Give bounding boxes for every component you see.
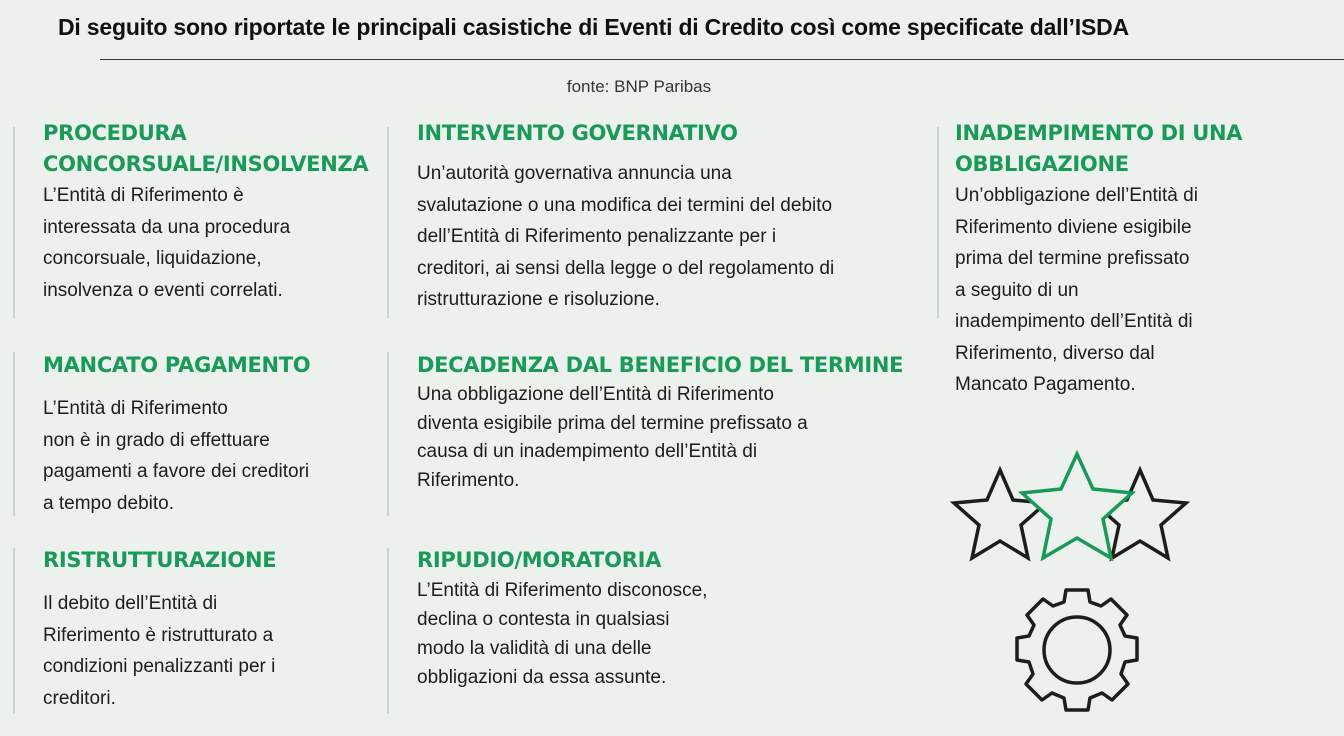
event-text-line: dell’Entità di Riferimento penalizzante per i xyxy=(417,226,777,247)
event-text-line: Il debito dell’Entità di xyxy=(43,593,218,614)
event-description xyxy=(417,576,932,692)
event-title xyxy=(43,350,383,381)
divider-line xyxy=(13,352,15,516)
event-text-line: declina o contesta in qualsiasi xyxy=(417,609,670,630)
event-text-line: creditori, ai sensi della legge o del regolamento di xyxy=(417,257,835,279)
event-text-line: Una obbligazione dell’Entità di Riferimento xyxy=(417,384,774,405)
event-text-line: Riferimento è ristrutturato a xyxy=(43,624,274,646)
event-text-line: diventa esigibile prima del termine prefissato a xyxy=(417,412,808,434)
event-text-line: obbligazioni da essa assunte. xyxy=(417,667,667,688)
event-text-line: Riferimento, diverso dal xyxy=(955,342,1155,364)
event-description xyxy=(43,393,383,519)
event-title xyxy=(43,545,383,576)
event-card-mancato-pagamento xyxy=(43,350,383,519)
event-title xyxy=(955,118,1335,180)
page-title: Di seguito sono riportate le principali casistiche di Eventi di Credito così come specificate dall’ISDA xyxy=(58,14,1129,40)
event-card-inadempimento xyxy=(955,118,1335,401)
event-text-line: interessata da una procedura xyxy=(43,216,291,238)
event-text-line: prima del termine prefissato xyxy=(955,248,1190,269)
event-text-line: L’Entità di Riferimento xyxy=(43,398,228,419)
event-text-line: inadempimento dell’Entità di xyxy=(955,311,1193,332)
divider-line xyxy=(387,352,389,516)
source-note: fonte: BNP Paribas xyxy=(566,77,712,96)
title-divider xyxy=(100,59,1344,60)
event-description xyxy=(955,180,1335,401)
event-title-line: INADEMPIMENTO DI UNA xyxy=(955,121,1243,145)
event-text-line: a seguito di un xyxy=(955,279,1079,301)
event-title-line: RIPUDIO/MORATORIA xyxy=(417,548,662,572)
event-card-procedura xyxy=(43,118,383,306)
event-card-ripudio-moratoria xyxy=(417,545,932,692)
event-text-line: condizioni penalizzanti per i xyxy=(43,656,276,677)
event-text-line: svalutazione o una modifica dei termini del debito xyxy=(417,194,833,216)
event-description xyxy=(43,588,383,714)
event-description xyxy=(417,158,932,316)
event-text-line: Un’autorità governativa annuncia una xyxy=(417,163,732,184)
event-text-line: non è in grado di effettuare xyxy=(43,429,270,451)
event-text-line: Riferimento diviene esigibile xyxy=(955,216,1192,238)
stars-gear-illustration xyxy=(940,445,1220,730)
event-text-line: causa di un inadempimento dell’Entità di xyxy=(417,441,758,462)
divider-line xyxy=(387,127,389,318)
divider-line xyxy=(13,548,15,714)
event-title xyxy=(417,118,932,149)
divider-line xyxy=(387,548,389,714)
event-description xyxy=(417,381,932,495)
event-text-line: Riferimento. xyxy=(417,469,520,491)
event-title xyxy=(43,118,383,180)
event-title-line: PROCEDURA xyxy=(43,121,187,145)
event-title-line: OBBLIGAZIONE xyxy=(955,152,1129,176)
event-text-line: a tempo debito. xyxy=(43,492,174,514)
event-title xyxy=(417,545,932,576)
event-title xyxy=(417,350,932,381)
divider-line xyxy=(937,127,939,318)
event-text-line: pagamenti a favore dei creditori xyxy=(43,461,310,482)
divider-line xyxy=(13,127,15,318)
event-text-line: modo la validità di una delle xyxy=(417,638,652,659)
event-text-line: insolvenza o eventi correlati. xyxy=(43,279,283,301)
event-text-line: Mancato Pagamento. xyxy=(955,374,1136,395)
event-text-line: creditori. xyxy=(43,687,116,709)
star-icon xyxy=(954,470,1046,558)
event-card-ristrutturazione xyxy=(43,545,383,714)
event-title-line: CONCORSUALE/INSOLVENZA xyxy=(43,152,369,176)
event-description xyxy=(43,180,383,306)
event-title-line: MANCATO PAGAMENTO xyxy=(43,353,311,377)
event-text-line: L’Entità di Riferimento è xyxy=(43,185,244,206)
event-text-line: Un’obbligazione dell’Entità di xyxy=(955,185,1198,206)
event-card-intervento-governativo xyxy=(417,118,932,316)
event-title-line: DECADENZA DAL BENEFICIO DEL TERMINE xyxy=(417,353,904,377)
event-text-line: concorsuale, liquidazione, xyxy=(43,248,262,269)
event-text-line: ristrutturazione e risoluzione. xyxy=(417,289,660,310)
event-text-line: L’Entità di Riferimento disconosce, xyxy=(417,580,708,601)
event-title-line: INTERVENTO GOVERNATIVO xyxy=(417,121,738,145)
event-card-decadenza xyxy=(417,350,932,495)
event-title-line: RISTRUTTURAZIONE xyxy=(43,548,277,572)
gear-icon xyxy=(1017,590,1137,710)
